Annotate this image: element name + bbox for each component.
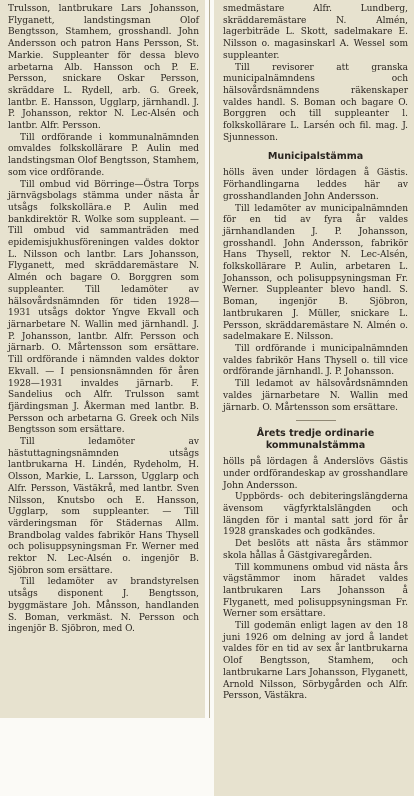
paragraph: Till ledamöter av municipalnämnden för en tid av fyra år valdes järnhandlanden J. P. Johansson, grosshandl. John Andersson, fabrikör Hans Thysell, rektor N. Lec-Alsén, folkskollärare P. Aulin, arbetaren L. Johansson, och polisuppsyningsman Fr. Werner. Suppleanter blevo handl. S. Boman, ingenjör B. Sjöbron, lantbrukaren J. Müller, snickare L. Persson, skräddaremästare N. Almén o. sadelmakare E. Nilsson. [223, 203, 408, 343]
section-divider [296, 420, 336, 421]
paragraph: Till kommunens ombud vid nästa års vägstämmor inom häradet valdes lantbrukaren Lars Johansson å Flyganett, med polisuppsyningsman Fr. Werner som ersättare. [223, 562, 408, 620]
paragraph: Det beslöts att nästa års stämmor skola hållas å Gästgivaregården. [223, 539, 408, 561]
right-column [214, 0, 414, 796]
paragraph: hölls på lördagen å Anderslövs Gästis under ordförandeskap av grosshandlare John Andersson. [223, 457, 408, 491]
paragraph: Trulsson, lantbrukare Lars Johansson, Flyganett, landstingsman Olof Bengtsson, Stamhem, grosshandl. John Andersson och patron Hans Persson, St. Markie. Suppleanter för dessa blevo arbetarna Alb. Hansson och P. E. Persson, snickare Oskar Persson, skräddare L. Rydell, arb. G. Greek, lantbr. E. Hansson, Ugglarp, järnhandl. J. P. Johansson, rektor N. Lec-Alsén och lantbr. Alfr. Persson. [8, 4, 199, 132]
section-heading-municipalstamma: Municipalstämma [267, 151, 364, 163]
paragraph: Uppbörds- och debiteringslängderna ävensom vägfyrktalslängden och längden för i mantal satt jord för år 1928 granskades och godkändes. [223, 492, 408, 538]
blank-margin [0, 718, 205, 796]
column-divider [209, 0, 210, 718]
section-heading-kommunalstamma: Årets tredje ordinarie kommunalstämma [256, 428, 375, 452]
paragraph: Till godemän enligt lagen av den 18 juni 1926 om delning av jord å landet valdes för en tid av sex år lantbrukarna Olof Bengtsson, Stamhem, och lantbrukarne Lars Johansson, Flyganett, Arnold Nilsson, Sörbygården och Alfr. Persson, Västäkra. [223, 621, 408, 702]
paragraph: Till ledamöter av hästuttagningsnämnden utsågs lantbrukarna H. Lindén, Rydeholm, H. Olsson, Markie, L. Larsson, Ugglarp och Alfr. Persson, Västäkrå, med lantbr. Sven Nilsson, Knutsbo och E. Hansson, Ugglarp, som suppleanter. — Till värderingsman för Städernas Allm. Brandbolag valdes fabrikör Hans Thysell och polisuppsyningsman Fr. Werner med rektor N. Lec-Alsén o. ingenjör B. Sjöbron som ersättare. [8, 437, 199, 576]
paragraph: Till ombud vid Börringe—Östra Torps järnvägsbolags stämma under nästa år utsågs folkskollära.e P. Aulin med bankdirektör R. Wolke som suppleant. — Till ombud vid sammanträden med epidemisjukhusföreningen valdes doktor L. Nilsson och lantbr. Lars Johansson, Flyganett, med skräddaremästare N. Almén och bagare O. Borggren som suppleanter. Till ledamöter av hälsovårdsnämnden för tiden 1928—1931 utsågs doktor Yngve Ekvall och järnarbetare N. Wallin med järnhandl. J. P. Johansson, lantbr. Alfr. Persson och järnarb. O. Mårtensson som ersättare. Till ordförande i nämnden valdes doktor Ekvall. — I pensionsnämnden för åren 1928—1931 invaldes järnarb. F. Sandelius och Alfr. Trulsson samt fjärdingsman J. Åkerman med lantbr. B. Persson och arbetarna G. Greek och Nils Bengtsson som ersättare. [8, 179, 199, 436]
paragraph: Till ordförande i kommunalnämnden omvaldes folkskollärare P. Aulin med landstingsman Olof Bengtsson, Stamhem, som vice ordförande. [8, 132, 200, 178]
paragraph: Till ledamöter av brandstyrelsen utsågs disponent J. Bengtsson, byggmästare Joh. Månsson, handlanden S. Boman, verkmäst. N. Persson och ingenjör B. Sjöbron, med O. [8, 577, 199, 635]
paragraph: Till ordförande i municipalnämnden valdes fabrikör Hans Thysell o. till vice ordförande järnhandl. J. P. Johansson. [223, 343, 408, 378]
paragraph: smedmästare Alfr. Lundberg, skräddaremästare N. Almén, lagerbiträde L. Skott, sadelmakare E. Nilsson o. magasinskarl A. Wessel som suppleanter. [223, 4, 408, 61]
left-column [0, 0, 205, 718]
paragraph: Till revisorer att granska municipalnämndens och hälsovårdsnämndens räkenskaper valdes handl. S. Boman och bagare O. Borggren och till suppleanter l. folkskollärare L. Larsén och fil. mag. J. Sjunnesson. [223, 62, 408, 143]
paragraph: Till ledamot av hälsovårdsnämnden valdes järnarbetare N. Wallin med järnarb. O. Mårtensson som ersättare. [223, 379, 408, 413]
paragraph: hölls även under lördagen å Gästis. Förhandlingarna leddes här av grosshandlanden John Andersson. [223, 168, 408, 202]
